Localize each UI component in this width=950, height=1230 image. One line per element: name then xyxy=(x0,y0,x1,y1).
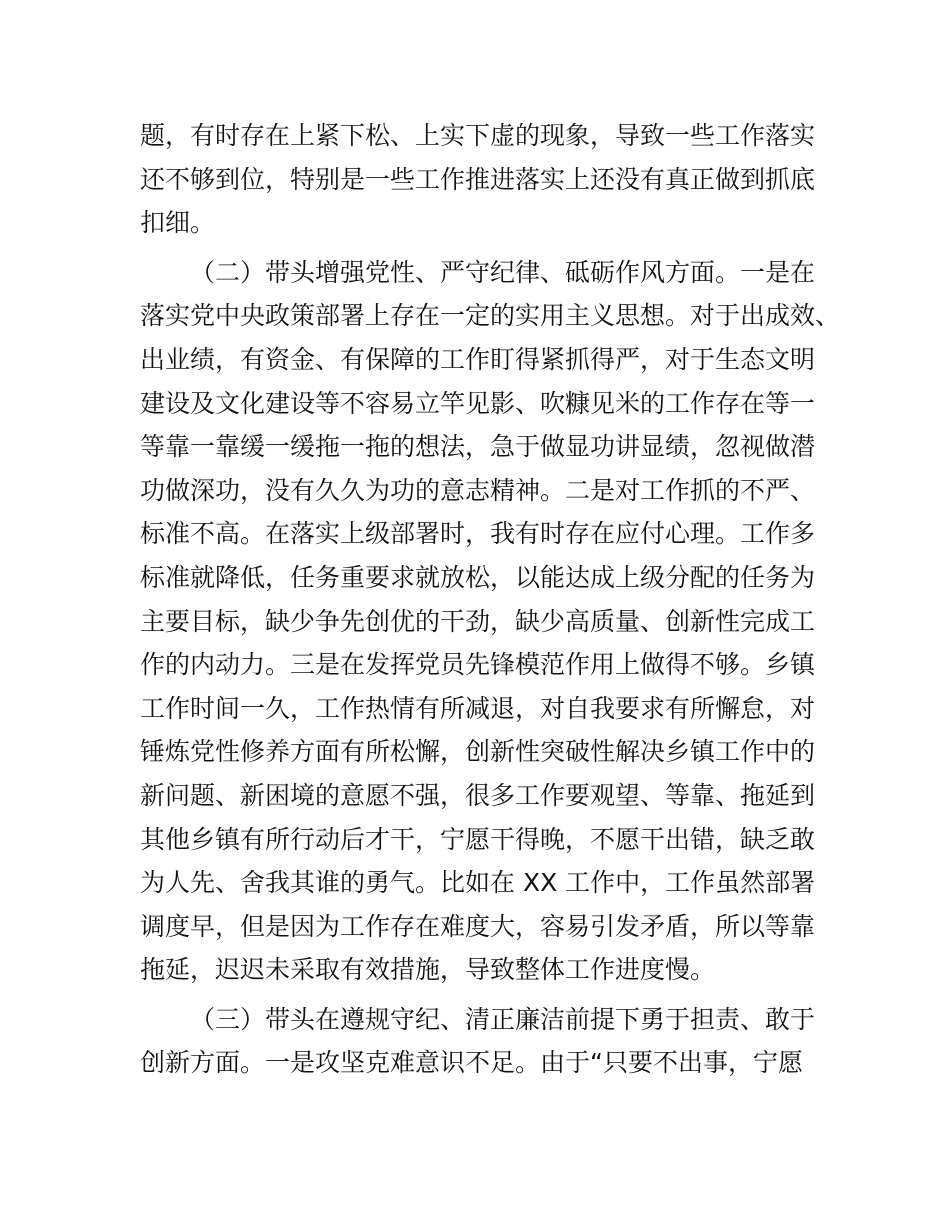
text-line: 主要目标，缺少争先创优的干劲，缺少高质量、创新性完成工 xyxy=(140,606,816,636)
text-line: 出业绩，有资金、有保障的工作盯得紧抓得严，对于生态文明 xyxy=(140,344,816,374)
text-line: 锤炼党性修养方面有所松懈，创新性突破性解决乡镇工作中的 xyxy=(140,737,816,767)
paragraph-3 xyxy=(140,998,820,1085)
text-line: 落实党中央政策部署上存在一定的实用主义思想。对于出成效、 xyxy=(140,301,841,331)
text-line: 建设及文化建设等不容易立竿见影、吹糠见米的工作存在等一 xyxy=(140,388,816,418)
text-line: 等靠一靠缓一缓拖一拖的想法，急于做显功讲显绩，忽视做潜 xyxy=(140,432,816,462)
text-line: 功做深功，没有久久为功的意志精神。二是对工作抓的不严、 xyxy=(140,475,816,505)
paragraph-1 xyxy=(140,114,820,245)
text-line: 工作时间一久，工作热情有所减退，对自我要求有所懈怠，对 xyxy=(140,693,816,723)
text-line: 调度早，但是因为工作存在难度大，容易引发矛盾，所以等靠 xyxy=(140,911,816,941)
text-line: 作的内动力。三是在发挥党员先锋模范作用上做得不够。乡镇 xyxy=(140,650,816,680)
text-line: 标准就降低，任务重要求就放松，以能达成上级分配的任务为 xyxy=(140,562,816,592)
text-line: 拖延，迟迟未采取有效措施，导致整体工作进度慢。 xyxy=(140,955,716,985)
text-line: 创新方面。一是攻坚克难意识不足。由于“只要不出事，宁愿 xyxy=(140,1048,803,1078)
text-line: （二）带头增强党性、严守纪律、砥砺作风方面。一是在 xyxy=(190,257,816,287)
text-line: 其他乡镇有所行动后才干，宁愿干得晚，不愿干出错，缺乏敢 xyxy=(140,824,816,854)
text-line: 题，有时存在上紧下松、上实下虚的现象，导致一些工作落实 xyxy=(140,121,816,150)
text-line: 为人先、舍我其谁的勇气。比如在 XX 工作中，工作虽然部署 xyxy=(140,868,816,898)
text-line: 还不够到位，特别是一些工作推进落实上还没有真正做到抓底 xyxy=(140,164,816,194)
body-text xyxy=(140,114,841,1085)
text-line: 新问题、新困境的意愿不强，很多工作要观望、等靠、拖延到 xyxy=(140,780,816,810)
text-line: （三）带头在遵规守纪、清正廉洁前提下勇于担责、敢于 xyxy=(190,1004,816,1034)
text-line: 扣细。 xyxy=(140,208,216,238)
text-line: 标准不高。在落实上级部署时，我有时存在应付心理。工作多 xyxy=(140,519,816,549)
paragraph-2 xyxy=(140,251,841,992)
